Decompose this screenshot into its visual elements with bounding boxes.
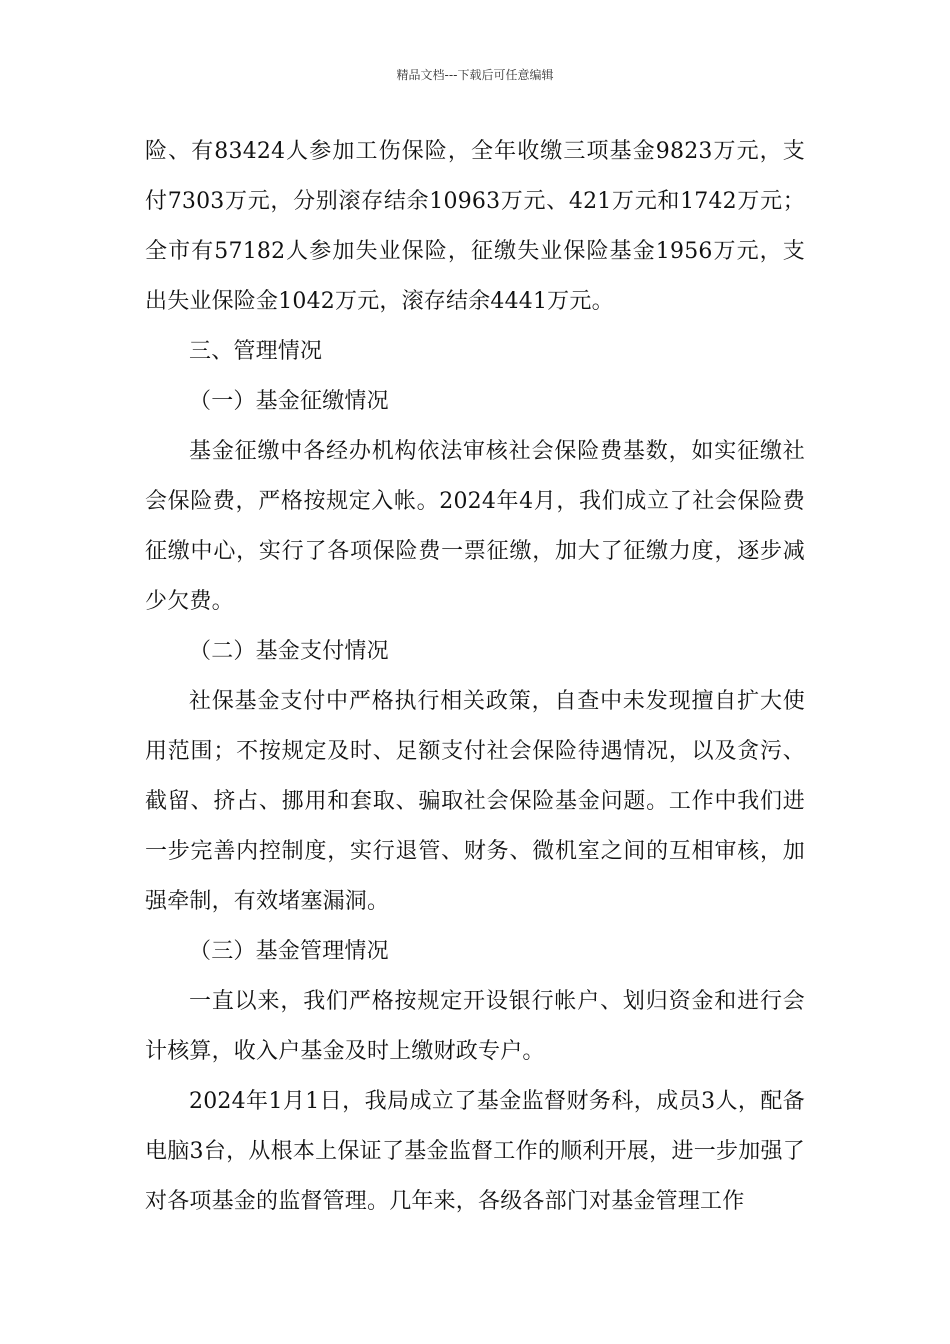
paragraph-supervision-dept: 2024年1月1日，我局成立了基金监督财务科，成员3人，配备电脑3台，从根本上保证了基金监督工作的顺利开展，进一步加强了对各项基金的监督管理。几年来，各级各部门对基金管理工作 — [145, 1089, 805, 1214]
paragraph-fund-collection: 基金征缴中各经办机构依法审核社会保险费基数，如实征缴社会保险费，严格按规定入帐。2024年4月，我们成立了社会保险费征缴中心，实行了各项保险费一票征缴，加大了征缴力度，逐步减少欠费。 — [145, 439, 805, 614]
paragraph-fund-payment: 社保基金支付中严格执行相关政策，自查中未发现擅自扩大使用范围；不按规定及时、足额支付社会保险待遇情况，以及贪污、截留、挤占、挪用和套取、骗取社会保险基金问题。工作中我们进一步完善内控制度，实行退管、财务、微机室之间的互相审核，加强牵制，有效堵塞漏洞。 — [145, 689, 805, 914]
paragraph-fund-summary: 险、有83424人参加工伤保险，全年收缴三项基金9823万元，支付7303万元，分别滚存结余10963万元、421万元和1742万元；全市有57182人参加失业保险，征缴失业保险基金1956万元，支出失业保险金1042万元，滚存结余4441万元。 — [145, 139, 805, 314]
subheading-fund-management: （三）基金管理情况 — [189, 939, 389, 964]
subheading-fund-collection: （一）基金征缴情况 — [189, 389, 389, 414]
paragraph-fund-management: 一直以来，我们严格按规定开设银行帐户、划归资金和进行会计核算，收入户基金及时上缴财政专户。 — [145, 989, 805, 1064]
page-header: 精品文档---下载后可任意编辑 — [396, 68, 554, 82]
subheading-fund-payment: （二）基金支付情况 — [189, 639, 389, 664]
section-heading-management: 三、管理情况 — [189, 339, 323, 364]
document-body — [145, 127, 805, 1227]
